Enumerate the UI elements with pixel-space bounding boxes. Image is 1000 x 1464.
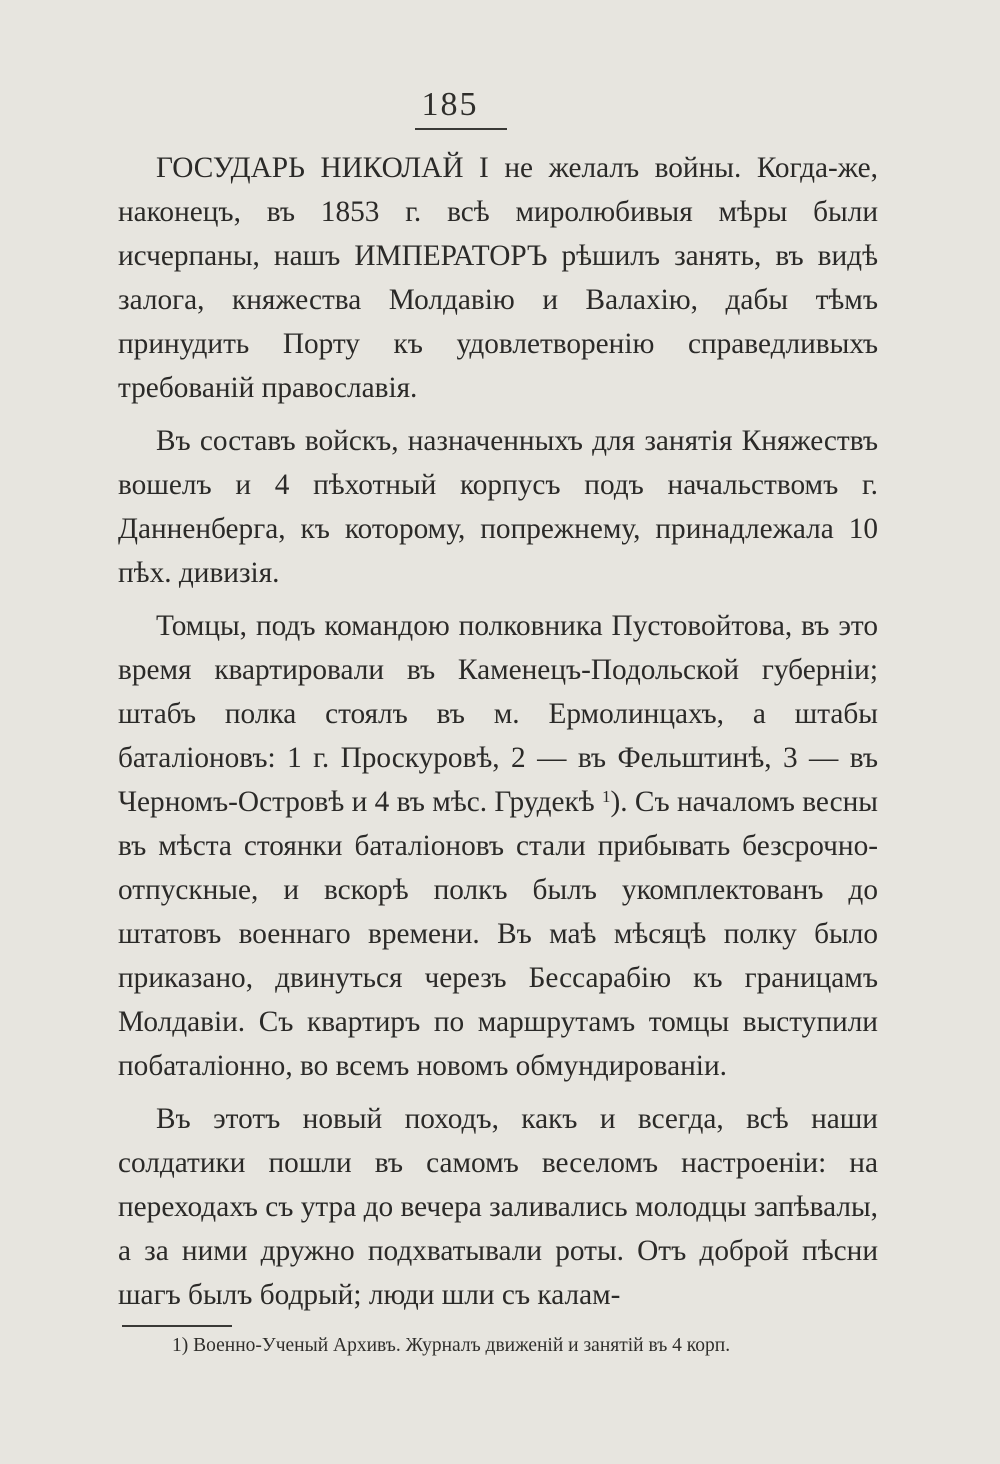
paragraph-1: ГОСУДАРЬ НИКОЛАЙ I не желалъ войны. Когда-же, наконецъ, въ 1853 г. всѣ миролюбивыя мѣры были исчерпаны, нашъ ИМПЕРАТОРЪ рѣшилъ занять, въ видѣ залога, княжества Молдавію и Валахію, дабы тѣмъ принудить Порту къ удовлетворенію справедливыхъ требованій православія. xyxy=(118,152,878,404)
footnote-rule xyxy=(122,1325,232,1327)
paragraph-3-text: Томцы, подъ командою полковника Пустовойтова, въ это время квартировали въ Каменецъ-Подольской губерніи; штабъ полка стоялъ въ м. Ермолинцахъ, а штабы баталіоновъ: 1 г. Проскуровѣ, 2 — въ Фельштинѣ, 3 — въ Черномъ-Островѣ и 4 въ мѣс. Грудекѣ xyxy=(118,610,878,818)
paragraph-4: Въ этотъ новый походъ, какъ и всегда, всѣ наши солдатики пошли въ самомъ веселомъ настроеніи: на переходахъ съ утра до вечера заливались молодцы запѣвалы, а за ними дружно подхватывали роты. Отъ доброй пѣсни шагъ былъ бодрый; люди шли съ калам- xyxy=(118,1103,878,1311)
paragraph-3-continuation: ). Съ началомъ весны въ мѣста стоянки баталіоновъ стали прибывать безсрочно-отпускные, и вскорѣ полкъ былъ укомплектованъ до штатовъ военнаго времени. Въ маѣ мѣсяцѣ полку было приказано, двинуться черезъ Бессарабію къ границамъ Молдавіи. Съ квартиръ по маршрутамъ томцы выступили побаталіонно, во всемъ новомъ обмундированіи. xyxy=(118,786,878,1082)
footnote-marker: 1 xyxy=(172,1335,182,1356)
body-text xyxy=(118,146,878,1326)
footnote-marker-close: ) xyxy=(181,1335,189,1356)
page-number-rule xyxy=(415,128,507,130)
paragraph-3 xyxy=(118,604,878,1088)
footnote-text: Военно-Ученый Архивъ. Журналъ движеній и занятій въ 4 корп. xyxy=(193,1335,731,1356)
footnote-reference: 1 xyxy=(601,787,611,806)
page-number: 185 xyxy=(421,86,479,123)
footnote xyxy=(172,1333,892,1359)
paragraph-2: Въ составъ войскъ, назначенныхъ для занятія Княжествъ вошелъ и 4 пѣхотный корпусъ подъ начальствомъ г. Данненберга, къ которому, попрежнему, принадлежала 10 пѣх. дивизія. xyxy=(118,425,878,589)
